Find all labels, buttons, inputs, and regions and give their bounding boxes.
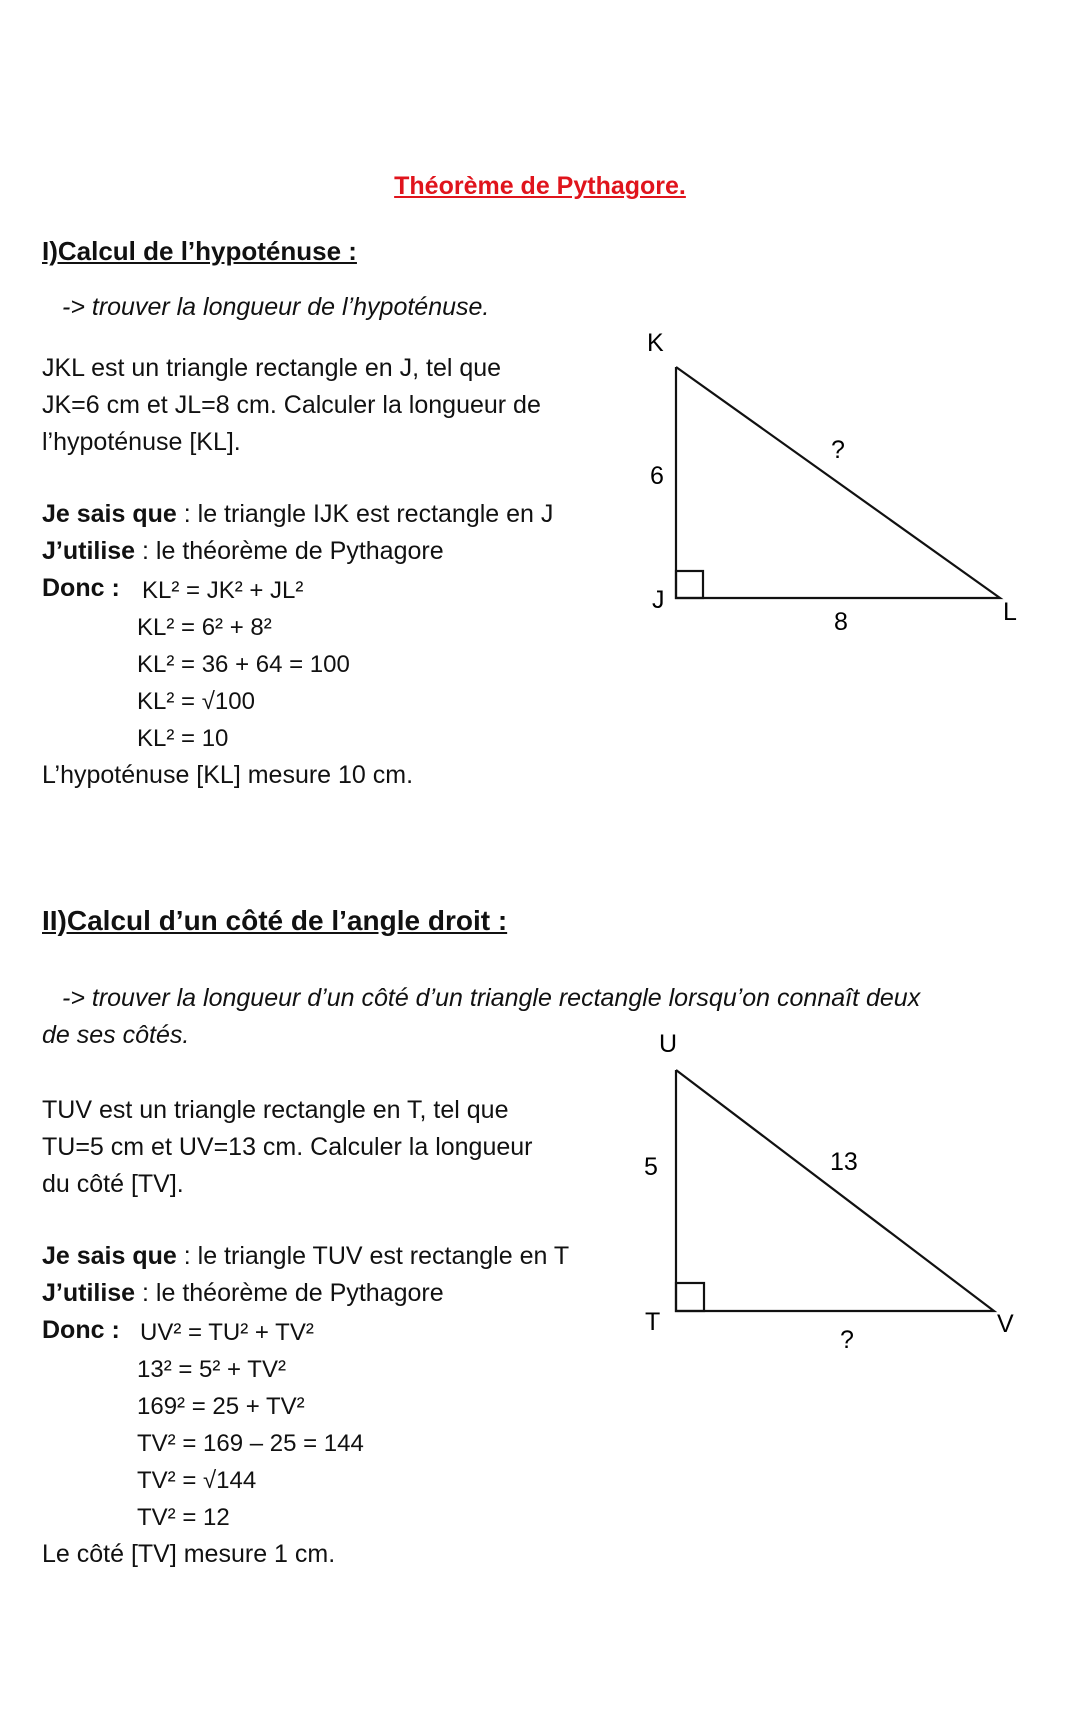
side-tu-label: 5 (644, 1153, 658, 1181)
section1-conclusion: L’hypoténuse [KL] mesure 10 cm. (42, 761, 414, 789)
vertex-k-label: K (647, 329, 664, 357)
vertex-u-label: U (659, 1030, 678, 1058)
triangle-tuv (676, 1070, 994, 1311)
statement-line: du côté [TV]. (42, 1170, 184, 1198)
section2-statement (42, 1092, 533, 1203)
statement-line: JK=6 cm et JL=8 cm. Calculer la longueur de (42, 391, 541, 419)
statement-line: TU=5 cm et UV=13 cm. Calculer la longueur (42, 1133, 533, 1161)
utilise-text: : le théorème de Pythagore (135, 537, 444, 565)
utilise-label: J’utilise (42, 537, 136, 565)
vertex-v-label: V (997, 1310, 1014, 1338)
section1-eq4: KL² = √100 (137, 688, 255, 715)
section1-intro: -> trouver la longueur de l’hypoténuse. (62, 293, 490, 321)
right-angle-marker (676, 1283, 704, 1311)
section2-eq5: TV² = √144 (137, 1467, 257, 1494)
vertex-l-label: L (1003, 598, 1017, 626)
section2-utilise (42, 1275, 444, 1312)
triangle-jkl (676, 367, 1000, 598)
side-uv-label: 13 (830, 1148, 858, 1176)
section1-heading: I)Calcul de l’hypoténuse : (42, 236, 357, 266)
page-title: Théorème de Pythagore. (394, 172, 686, 200)
donc-label: Donc : (42, 574, 120, 602)
section2-eq1: UV² = TU² + TV² (140, 1319, 314, 1346)
side-jk-label: 6 (650, 462, 664, 490)
section2-eq2: 13² = 5² + TV² (137, 1356, 286, 1383)
statement-line: TUV est un triangle rectangle en T, tel que (42, 1096, 509, 1124)
section2-sais (42, 1238, 569, 1275)
vertex-t-label: T (645, 1308, 661, 1336)
utilise-label: J’utilise (42, 1279, 136, 1307)
section2-intro-line2: de ses côtés. (42, 1021, 190, 1049)
section2-conclusion: Le côté [TV] mesure 1 cm. (42, 1540, 336, 1568)
sais-text: : le triangle IJK est rectangle en J (176, 500, 554, 528)
side-kl-label: ? (831, 436, 845, 464)
right-angle-marker (676, 571, 703, 598)
section1-eq3: KL² = 36 + 64 = 100 (137, 651, 350, 678)
utilise-text: : le théorème de Pythagore (135, 1279, 444, 1307)
vertex-j-label: J (652, 586, 665, 614)
sais-text: : le triangle TUV est rectangle en T (176, 1242, 570, 1270)
side-tv-label: ? (840, 1326, 854, 1354)
statement-line: JKL est un triangle rectangle en J, tel que (42, 354, 502, 382)
side-jl-label: 8 (834, 608, 848, 636)
section1-eq1: KL² = JK² + JL² (142, 577, 304, 604)
section2-intro-line1: -> trouver la longueur d’un côté d’un triangle rectangle lorsqu’on connaît deux (62, 984, 921, 1012)
section2-donc (42, 1312, 120, 1349)
sais-label: Je sais que (42, 500, 177, 528)
section2-eq3: 169² = 25 + TV² (137, 1393, 305, 1420)
section2-eq6: TV² = 12 (137, 1504, 230, 1531)
donc-label: Donc : (42, 1316, 120, 1344)
section1-eq5: KL² = 10 (137, 725, 229, 752)
section2-heading: II)Calcul d’un côté de l’angle droit : (42, 905, 508, 936)
sais-label: Je sais que (42, 1242, 177, 1270)
section2-eq4: TV² = 169 – 25 = 144 (137, 1430, 364, 1457)
statement-line: l’hypoténuse [KL]. (42, 428, 241, 456)
section1-eq2: KL² = 6² + 8² (137, 614, 272, 641)
